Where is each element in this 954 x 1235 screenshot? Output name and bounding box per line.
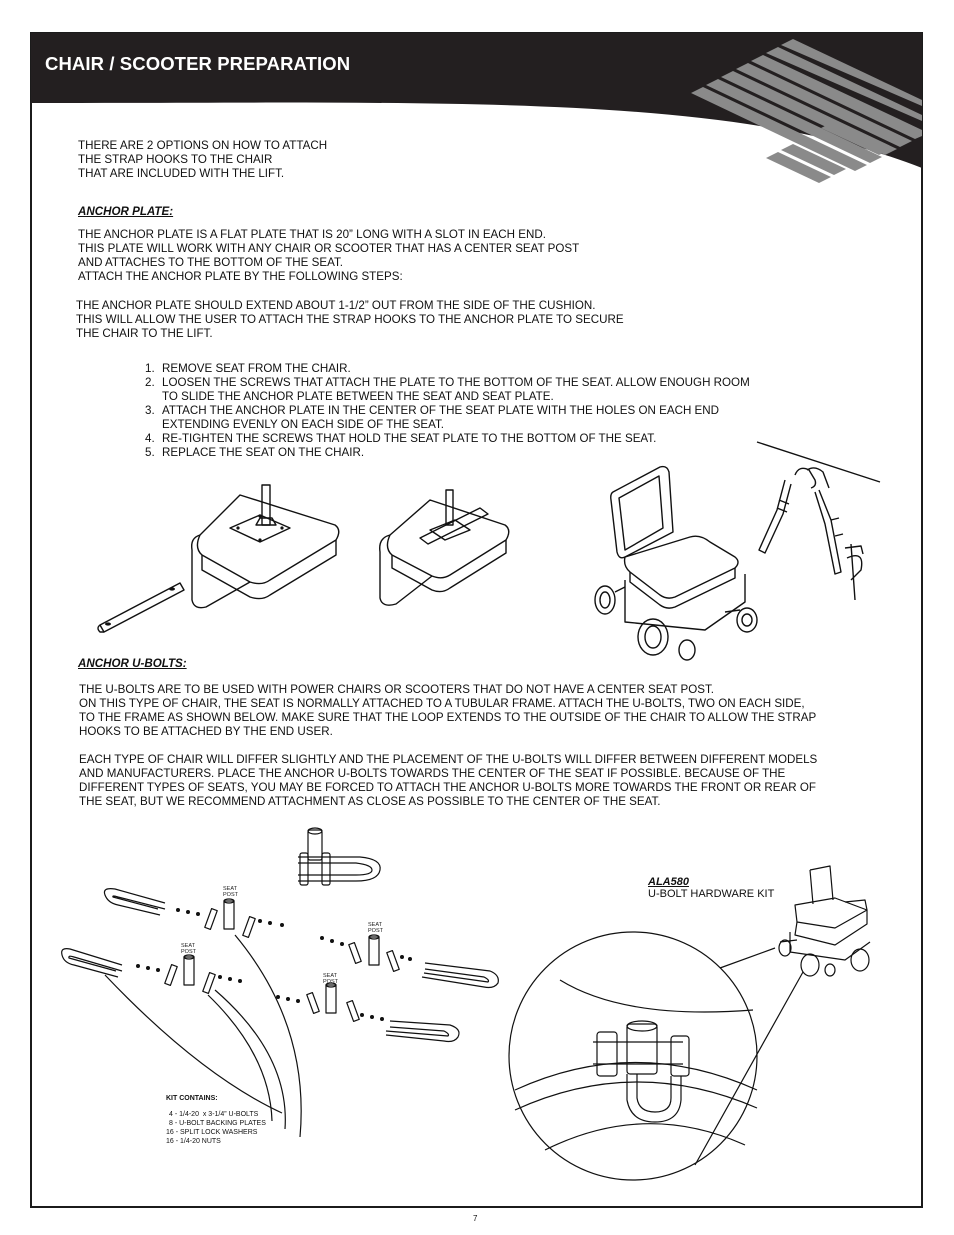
anchor-ubolts-text: THE SEAT, BUT WE RECOMMEND ATTACHMENT AS CLOSE AS POSSIBLE TO THE CENTER OF THE SEAT.	[79, 795, 661, 808]
intro-line: THAT ARE INCLUDED WITH THE LIFT.	[78, 167, 285, 180]
seat-post-label: POST	[181, 949, 196, 955]
anchor-plate-text: THIS PLATE WILL WORK WITH ANY CHAIR OR SCOOTER THAT HAS A CENTER SEAT POST	[78, 242, 580, 255]
kit-item: 4 - 1/4-20 x 3-1/4” U-BOLTS	[169, 1111, 259, 1118]
kit-name: U-BOLT HARDWARE KIT	[648, 888, 775, 900]
step-item-continued: EXTENDING EVENLY ON EACH SIDE OF THE SEAT.	[162, 418, 444, 431]
seat-post-label: SEAT	[323, 973, 337, 979]
page-title: CHAIR / SCOOTER PREPARATION	[45, 53, 351, 74]
seat-post-label: POST	[223, 892, 238, 898]
anchor-ubolts-text: AND MANUFACTURERS. PLACE THE ANCHOR U-BOLTS TOWARDS THE CENTER OF THE SEAT IF POSSIBLE. BECAUSE OF THE	[79, 767, 786, 780]
kit-contents-title: KIT CONTAINS:	[166, 1095, 218, 1102]
kit-item: 16 - 1/4-20 NUTS	[166, 1138, 221, 1145]
anchor-ubolts-text: THE U-BOLTS ARE TO BE USED WITH POWER CHAIRS OR SCOOTERS THAT DO NOT HAVE A CENTER SEAT POST.	[79, 683, 714, 696]
page-number: 7	[473, 1214, 478, 1223]
anchor-ubolts-text: EACH TYPE OF CHAIR WILL DIFFER SLIGHTLY AND THE PLACEMENT OF THE U-BOLTS WILL DIFFER BETWEEN DIFFERENT MODELS	[79, 753, 818, 766]
anchor-plate-text: THIS WILL ALLOW THE USER TO ATTACH THE STRAP HOOKS TO THE ANCHOR PLATE TO SECURE	[76, 313, 624, 326]
anchor-plate-text: THE ANCHOR PLATE SHOULD EXTEND ABOUT 1-1/2” OUT FROM THE SIDE OF THE CUSHION.	[76, 299, 596, 312]
step-item: 3. ATTACH THE ANCHOR PLATE IN THE CENTER OF THE SEAT PLATE WITH THE HOLES ON EACH END	[145, 404, 720, 417]
anchor-plate-illustration-2	[380, 490, 509, 605]
anchor-plate-illustration-1	[90, 480, 355, 640]
anchor-plate-steps	[145, 362, 750, 460]
chair-illustration	[595, 467, 757, 660]
anchor-plate-text: AND ATTACHES TO THE BOTTOM OF THE SEAT.	[78, 256, 343, 269]
step-item: 4. RE-TIGHTEN THE SCREWS THAT HOLD THE SEAT PLATE TO THE BOTTOM OF THE SEAT.	[145, 432, 657, 445]
ubolt-kit-diagram	[62, 828, 499, 1137]
anchor-ubolts-text: HOOKS TO BE ATTACHED BY THE END USER.	[79, 725, 333, 738]
kit-item: 8 - U-BOLT BACKING PLATES	[169, 1120, 266, 1127]
anchor-ubolts-text: DIFFERENT TYPES OF SEATS, YOU MAY BE FORCED TO ATTACH THE ANCHOR U-BOLTS MORE TOWARDS THE FRONT OR REAR OF	[79, 781, 816, 794]
anchor-plate-text: THE ANCHOR PLATE IS A FLAT PLATE THAT IS 20” LONG WITH A SLOT IN EACH END.	[78, 228, 546, 241]
ubolt-detail-view	[509, 866, 870, 1180]
step-item-continued: TO SLIDE THE ANCHOR PLATE BETWEEN THE SEAT AND SEAT PLATE.	[162, 390, 554, 403]
seat-post-label: SEAT	[223, 886, 237, 892]
anchor-plate-text: ATTACH THE ANCHOR PLATE BY THE FOLLOWING STEPS:	[78, 270, 403, 283]
seat-post-label: POST	[323, 979, 338, 985]
anchor-ubolts-text: TO THE FRAME AS SHOWN BELOW. MAKE SURE THAT THE LOOP EXTENDS TO THE OUTSIDE OF THE CHAIR TO ALLOW THE STRAP	[79, 711, 817, 724]
kit-code: ALA580	[648, 876, 689, 888]
anchor-ubolts-text: ON THIS TYPE OF CHAIR, THE SEAT IS NORMALLY ATTACHED TO A TUBULAR FRAME. ATTACH THE U-BOLTS, TWO ON EACH SIDE,	[79, 697, 805, 710]
intro-line: THERE ARE 2 OPTIONS ON HOW TO ATTACH	[78, 139, 328, 152]
seat-post-label: SEAT	[181, 943, 195, 949]
intro-line: THE STRAP HOOKS TO THE CHAIR	[78, 153, 273, 166]
seat-post-label: SEAT	[368, 922, 382, 928]
step-item: 2. LOOSEN THE SCREWS THAT ATTACH THE PLATE TO THE BOTTOM OF THE SEAT. ALLOW ENOUGH ROOM	[145, 376, 750, 389]
strap-hook-illustration	[757, 442, 880, 600]
seat-post-label: POST	[368, 928, 383, 934]
kit-item: 16 - SPLIT LOCK WASHERS	[166, 1129, 258, 1136]
step-item: 1. REMOVE SEAT FROM THE CHAIR.	[145, 362, 351, 375]
anchor-plate-text: THE CHAIR TO THE LIFT.	[76, 327, 213, 340]
anchor-ubolts-heading: ANCHOR U-BOLTS:	[78, 657, 187, 670]
anchor-plate-heading: ANCHOR PLATE:	[78, 205, 174, 218]
step-item: 5. REPLACE THE SEAT ON THE CHAIR.	[145, 446, 365, 459]
